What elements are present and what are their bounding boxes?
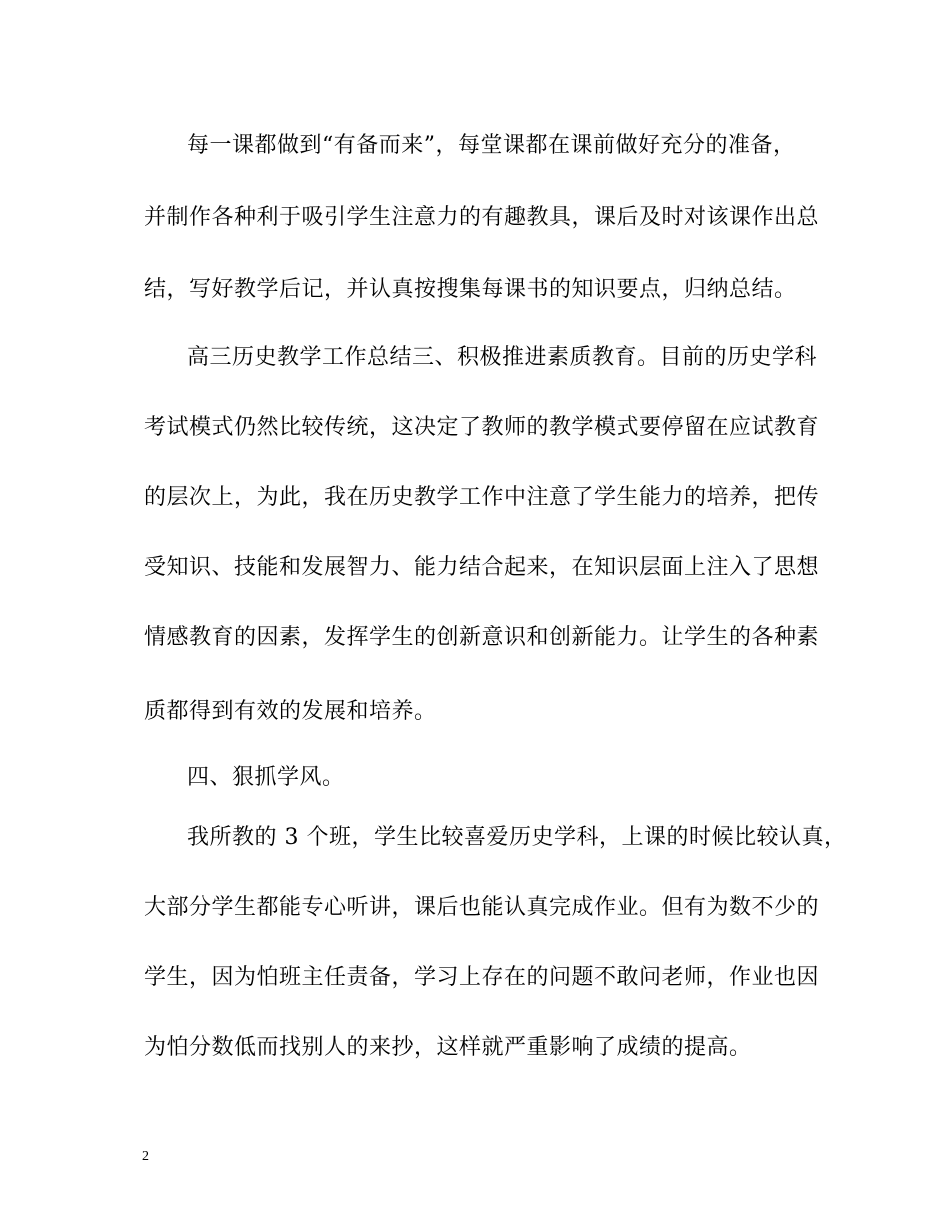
text-line: 质都得到有效的发展和培养。 [144, 699, 437, 724]
text-line: 大部分学生都能专心听讲，课后也能认真完成作业。但有为数不少的 [144, 895, 820, 920]
page-number: 2 [142, 1149, 149, 1164]
section-heading: 四、狠抓学风。 [187, 765, 345, 790]
text-line: 考试模式仍然比较传统，这决定了教师的教学模式要停留在应试教育 [144, 415, 820, 440]
text-line: 学生，因为怕班主任责备，学习上存在的问题不敢问老师，作业也因 [144, 965, 820, 990]
text-line: 并制作各种利于吸引学生注意力的有趣教具，课后及时对该课作出总 [144, 205, 820, 230]
text-line: 我所教的 3 个班，学生比较喜爱历史学科，上课的时候比较认真， [187, 825, 847, 850]
text-line: 情感教育的因素，发挥学生的创新意识和创新能力。让学生的各种素 [144, 625, 820, 650]
text-line: 每一课都做到“有备而来”，每堂课都在课前做好充分的准备， [187, 133, 796, 158]
text-line: 为怕分数低而找别人的来抄，这样就严重影响了成绩的提高。 [144, 1035, 752, 1060]
text-line: 受知识、技能和发展智力、能力结合起来，在知识层面上注入了思想 [144, 555, 820, 580]
text-line: 高三历史教学工作总结三、积极推进素质教育。目前的历史学科 [187, 345, 818, 370]
text-line: 的层次上，为此，我在历史教学工作中注意了学生能力的培养，把传 [144, 485, 820, 510]
text-line: 结，写好教学后记，并认真按搜集每课书的知识要点，归纳总结。 [144, 277, 797, 302]
